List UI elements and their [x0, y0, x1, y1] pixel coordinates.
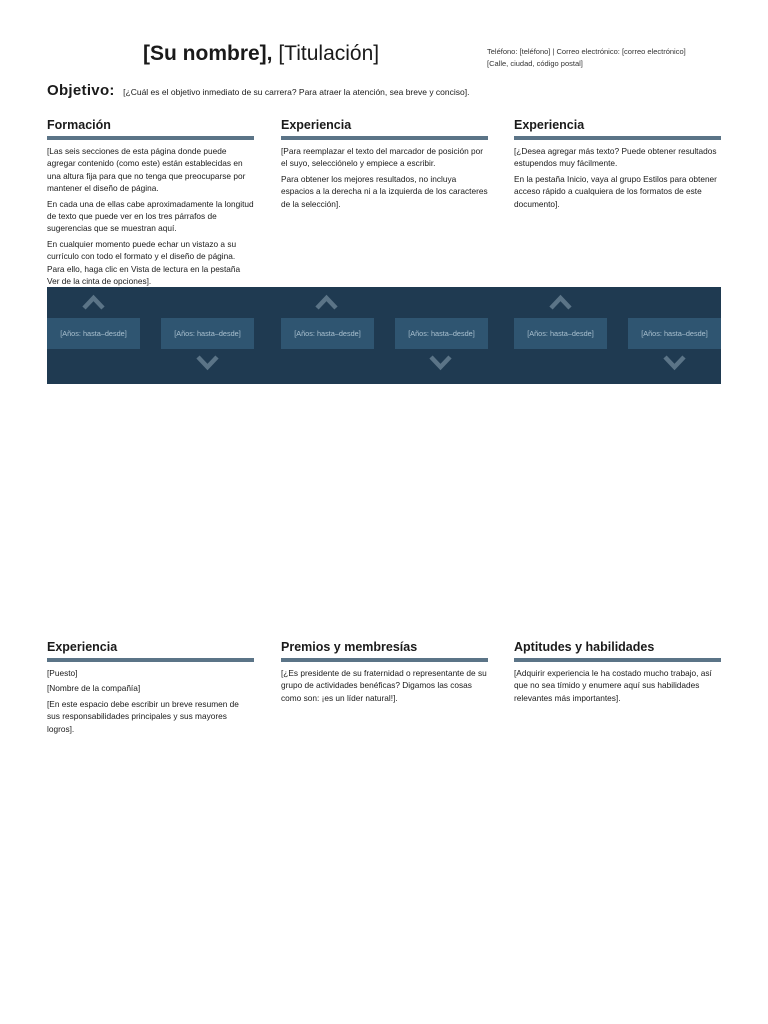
section-heading: Formación [47, 116, 254, 140]
paragraph: [Para reemplazar el texto del marcador de posición por el suyo, selecciónelo y empiece a escribir. [281, 146, 483, 169]
chevron-up-icon [549, 292, 572, 310]
section-premios [281, 638, 488, 707]
section-body [47, 145, 254, 287]
section-body [514, 667, 721, 704]
chevron-up-icon [315, 292, 338, 310]
section-experiencia-2 [514, 116, 721, 213]
section-heading: Premios y membresías [281, 638, 488, 662]
paragraph: [Puesto] [47, 668, 78, 678]
section-heading: Experiencia [514, 116, 721, 140]
chevron-down-icon [429, 355, 452, 373]
section-aptitudes [514, 638, 721, 707]
date-range-chip: [Años: hasta–desde] [395, 318, 488, 349]
contact-info [487, 46, 686, 70]
resume-header [143, 42, 379, 66]
section-heading: Experiencia [281, 116, 488, 140]
chevron-up-icon [82, 292, 105, 310]
paragraph: [¿Es presidente de su fraternidad o representante de su grupo de actividades benéficas? Digamos las cosas como son: ¡es un líder natural!]. [281, 668, 487, 703]
contact-line-address: [Calle, ciudad, código postal] [487, 59, 583, 68]
paragraph: [En este espacio debe escribir un breve resumen de sus responsabilidades principales y sus mayores logros]. [47, 698, 239, 734]
section-body [47, 667, 254, 735]
date-range-chip: [Años: hasta–desde] [281, 318, 374, 349]
paragraph: Para obtener los mejores resultados, no incluya espacios a la derecha ni a la izquierda de los caracteres de la selección]. [281, 173, 488, 209]
section-heading: Experiencia [47, 638, 254, 662]
section-formacion [47, 116, 254, 290]
section-heading: Aptitudes y habilidades [514, 638, 721, 662]
paragraph: [Nombre de la compañía] [47, 683, 141, 694]
section-body [281, 145, 488, 210]
section-experiencia-3 [47, 638, 254, 738]
chevron-down-icon [663, 355, 686, 373]
title-placeholder: [Titulación] [278, 42, 380, 65]
section-body [514, 145, 721, 210]
objective-text: [¿Cuál es el objetivo inmediato de su carrera? Para atraer la atención, sea breve y conciso]. [123, 87, 470, 97]
paragraph: [Adquirir experiencia le ha costado mucho trabajo, así que no sea tímido y enumere aquí sus habilidades relevantes más importantes]. [514, 668, 712, 703]
contact-line-phone-email: Teléfono: [teléfono] | Correo electrónico: [correo electrónico] [487, 47, 686, 56]
objective [47, 82, 469, 100]
paragraph: En cada una de ellas cabe aproximadamente la longitud de texto que puede ver en los tres párrafos de sugerencias que se muestran aquí. [47, 198, 254, 234]
date-range-chip: [Años: hasta–desde] [161, 318, 254, 349]
chevron-down-icon [196, 355, 219, 373]
paragraph: En cualquier momento puede echar un vistazo a su currículo con todo el formato y el diseño de página. Para ello, haga clic en Vista de lectura en la pestaña Ver de la cinta de opciones]. [47, 238, 241, 287]
timeline-band [47, 287, 721, 384]
section-body [281, 667, 488, 704]
paragraph: En la pestaña Inicio, vaya al grupo Estilos para obtener acceso rápido a cualquiera de los formatos de este documento]. [514, 173, 717, 209]
paragraph: [¿Desea agregar más texto? Puede obtener resultados estupendos muy fácilmente. [514, 146, 717, 169]
date-range-chip: [Años: hasta–desde] [628, 318, 721, 349]
date-range-chip: [Años: hasta–desde] [514, 318, 607, 349]
section-experiencia-1 [281, 116, 488, 213]
paragraph: [Las seis secciones de esta página donde puede agregar contenido (como este) están establecidas en una altura fija para que no tenga que preocuparse por mantener el diseño de página. [47, 146, 246, 194]
name-placeholder: [Su nombre], [143, 42, 273, 65]
date-range-chip: [Años: hasta–desde] [47, 318, 140, 349]
objective-label: Objetivo: [47, 82, 115, 99]
